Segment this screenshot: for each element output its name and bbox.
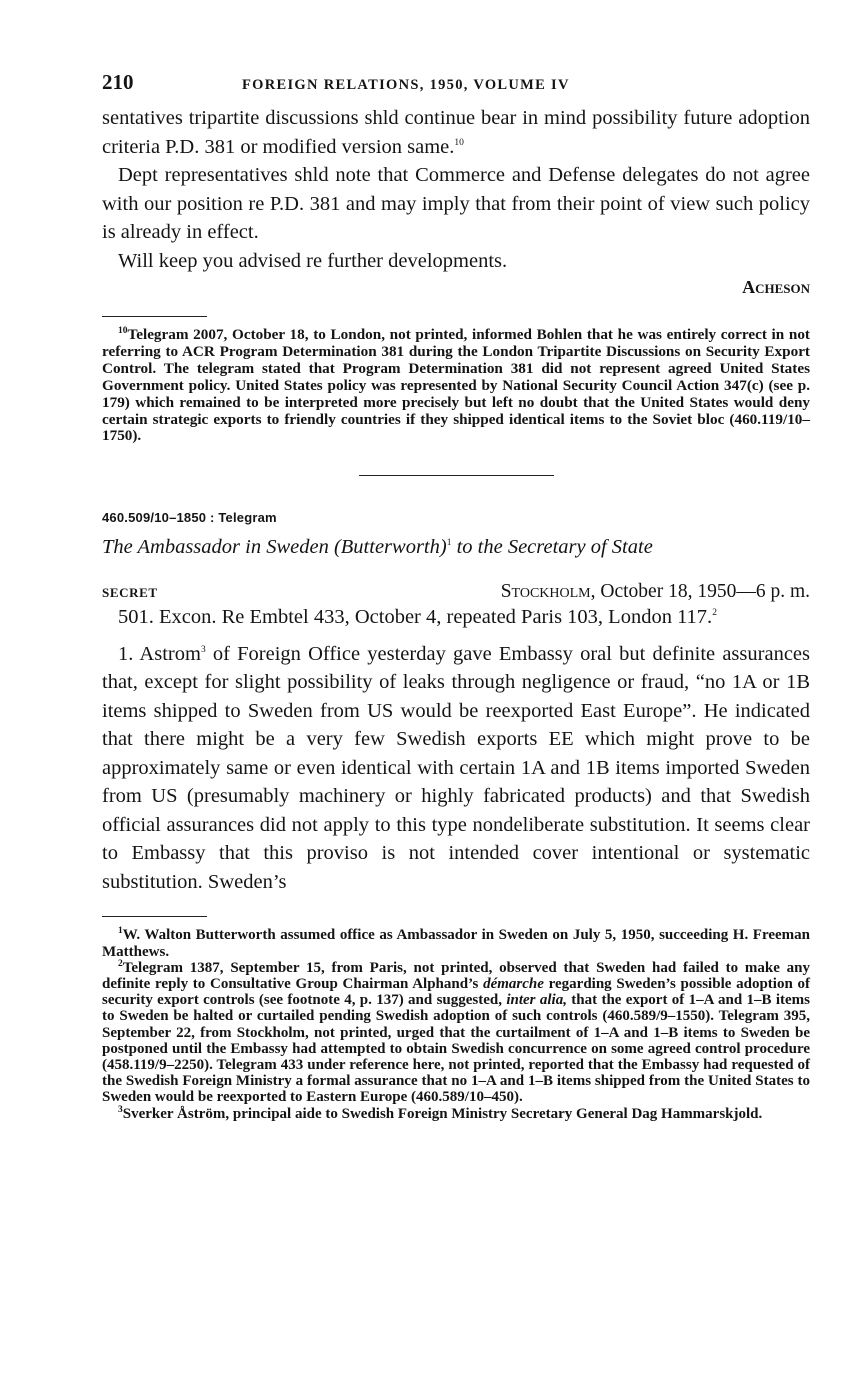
footnote-ref-10[interactable]: 10 <box>454 137 464 148</box>
paragraph-1 <box>102 640 810 897</box>
footnote-marker: 3 <box>118 1104 123 1115</box>
footnote-2 <box>102 960 810 1106</box>
footnote-text: Sverker Åström, principal aide to Swedish Foreign Ministry Secretary General Dag Hammarskjold. <box>122 1105 763 1122</box>
continued-paragraph <box>102 104 810 161</box>
paragraph-start: 1. Astrom <box>118 642 201 665</box>
running-head <box>102 70 810 104</box>
paragraph-text: of Foreign Office yesterday gave Embassy oral but definite assurances that, except for slight possibility of leaks through negligence or fraud, “no 1A or 1B items shipped to Sweden from US would be reexported East Europe”. He indicated that there might be a very few Swedish exports EE which might prove to be approximately same or even identical with certain 1A and 1B items imported Sweden from US (presumably machinery or highly fabricated products) and that Swedish official assurances did not apply to this type nondeliberate substitution. It seems clear to Embassy that this proviso is not intended cover intentional or systematic substitution. Sweden’s <box>102 642 810 893</box>
footnote-text: Telegram 2007, October 18, to London, not printed, informed Bohlen that he was entirely correct in not referring to ACR Program Determination 381 during the London Tripartite Discussions on Security Export Control. The telegram stated that Program Determination 381 did not represent agreed United States Government policy. United States policy was represented by National Security Council Action 347(c) (see p. 179) which remained to be interpreted more precisely but left no doubt that the United States would deny certain strategic exports to friendly countries if they shipped identical items to the Soviet bloc (460.119/10–1750). <box>102 326 810 445</box>
classification-label: SECRET <box>102 585 158 601</box>
paragraph-text: 501. Excon. Re Embtel 433, October 4, repeated Paris 103, London 117. <box>118 606 713 629</box>
footnote-divider <box>102 316 207 317</box>
document-title <box>102 536 810 559</box>
footnote-italic: inter alia, <box>506 992 567 1009</box>
footnote-marker: 2 <box>118 958 123 969</box>
page-number: 210 <box>102 70 134 94</box>
paragraph-advise: Will keep you advised re further developments. <box>118 249 508 272</box>
footnote-10 <box>102 327 810 445</box>
title-from: The Ambassador in Sweden (Butterworth) <box>102 536 447 559</box>
place: Stockholm, <box>500 581 596 603</box>
title-to: to the Secretary of State <box>451 536 653 559</box>
running-title: FOREIGN RELATIONS, 1950, VOLUME IV <box>242 77 570 93</box>
date-time: October 18, 1950—6 p. m. <box>595 581 810 603</box>
dateline <box>102 581 810 603</box>
footnote-ref-1[interactable]: 1 <box>446 538 452 549</box>
footnote-italic: démarche <box>483 975 544 992</box>
section-divider <box>359 475 554 476</box>
place-date <box>501 581 810 603</box>
paragraph-501 <box>102 603 810 632</box>
footnote-ref-2[interactable]: 2 <box>712 608 717 619</box>
document-file-number: 460.509/10–1850 : Telegram <box>102 510 277 526</box>
footnote-text: Telegram 1387, September 15, from Paris, not printed, observed that Sweden had failed to make any definite reply to Consultative Group Chairman Alphand’s <box>102 959 810 992</box>
footnote-marker: 1 <box>118 926 123 937</box>
signature-acheson: Acheson <box>742 277 810 297</box>
paragraph-commerce-defense: Dept representatives shld note that Commerce and Defense delegates do not agree with our position re P.D. 381 and may imply that from their point of view such policy is already in effect. <box>102 164 810 243</box>
footnote-1 <box>102 927 810 959</box>
footnote-divider <box>102 916 207 917</box>
paragraph-text: sentatives tripartite discussions shld continue bear in mind possibility future adoption criteria P.D. 381 or modified version same. <box>102 107 810 158</box>
footnote-text: W. Walton Butterworth assumed office as Ambassador in Sweden on July 5, 1950, succeeding H. Freeman Matthews. <box>102 927 810 960</box>
footnote-marker: 10 <box>118 325 128 336</box>
document-page <box>102 70 810 1122</box>
footnote-3 <box>102 1106 810 1122</box>
footnote-text: that the export of 1–A and 1–B items to Sweden be halted or curtailed pending Swedish adoption of such controls (460.589/9–1550). Telegram 395, September 22, from Stockholm, not printed, urged that the curtailment of 1–A and 1–B items to Sweden be postponed until the Embassy had attempted to obtain Swedish concurrence on some agreed control procedure (458.119/9–2250). Telegram 433 under reference here, not printed, reported that the Embassy had requested of the Swedish Foreign Ministry a formal assurance that no 1–A and 1–B items shipped from the United States to Sweden would be reexported to Eastern Europe (460.589/10–450). <box>102 992 810 1106</box>
footnote-ref-3[interactable]: 3 <box>200 645 206 656</box>
footnote-text: regarding Sweden’s possible adoption of security export controls (see footnote 4, p. 137) and suggested, <box>102 975 810 1009</box>
